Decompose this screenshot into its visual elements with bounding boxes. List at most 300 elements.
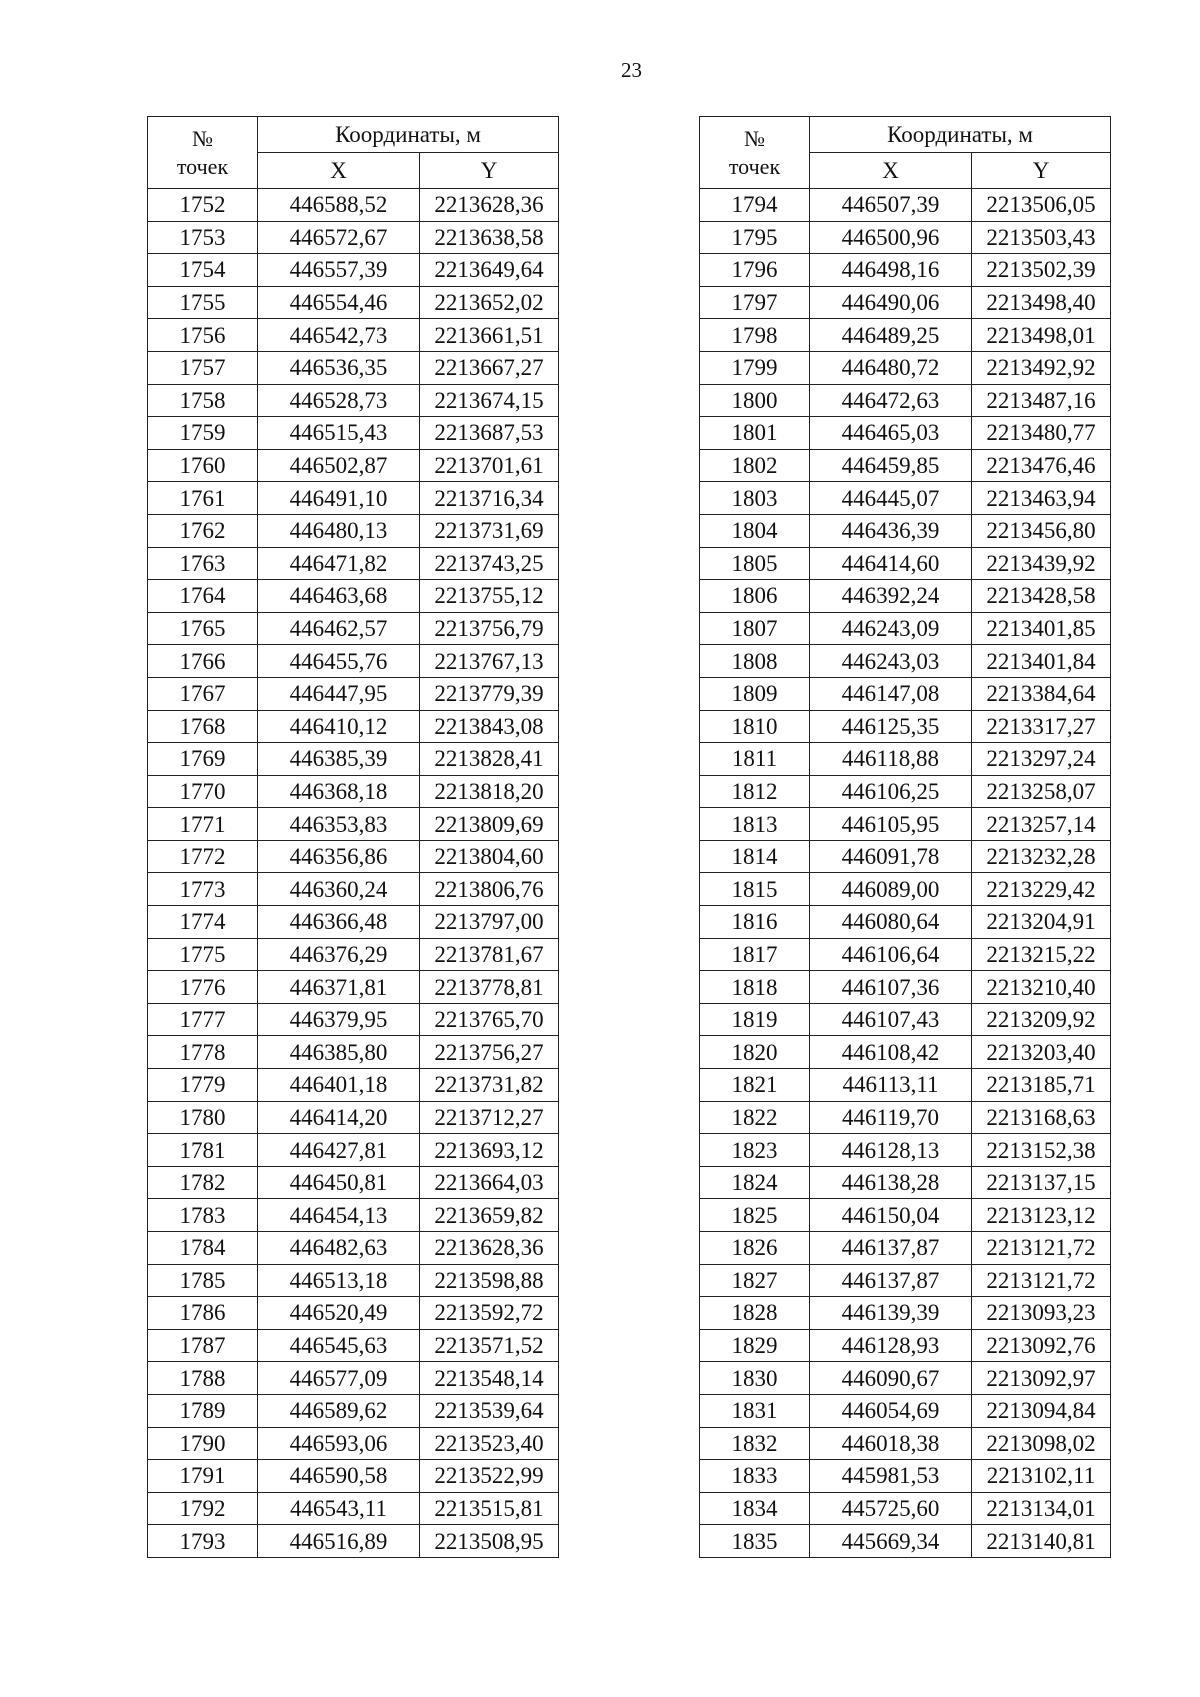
point-number-cell: 1828 [700,1297,810,1330]
table-row [700,1199,1111,1232]
y-coordinate-cell: 2213674,15 [420,384,559,417]
y-coordinate-cell: 2213498,01 [972,319,1111,352]
y-coordinate-cell: 2213476,46 [972,449,1111,482]
point-number-cell: 1780 [148,1101,258,1134]
x-coordinate-cell: 446118,88 [810,743,972,776]
x-coordinate-cell: 446128,13 [810,1134,972,1167]
point-number-cell: 1769 [148,743,258,776]
point-number-cell: 1801 [700,417,810,450]
table-row [700,1394,1111,1427]
x-coordinate-cell: 445981,53 [810,1460,972,1493]
point-number-cell: 1798 [700,319,810,352]
y-coordinate-cell: 2213204,91 [972,906,1111,939]
y-coordinate-cell: 2213185,71 [972,1069,1111,1102]
y-coordinate-cell: 2213203,40 [972,1036,1111,1069]
point-number-cell: 1797 [700,286,810,319]
table-row [148,514,559,547]
table-row [700,482,1111,515]
point-number-cell: 1830 [700,1362,810,1395]
y-coordinate-cell: 2213778,81 [420,971,559,1004]
x-coordinate-cell: 446147,08 [810,677,972,710]
point-number-cell: 1775 [148,938,258,971]
table-row [148,1069,559,1102]
x-coordinate-cell: 446090,67 [810,1362,972,1395]
table-row [700,1264,1111,1297]
y-coordinate-cell: 2213779,39 [420,677,559,710]
point-number-cell: 1781 [148,1134,258,1167]
y-coordinate-cell: 2213797,00 [420,906,559,939]
point-number-cell: 1788 [148,1362,258,1395]
table-row [148,1460,559,1493]
point-number-cell: 1784 [148,1232,258,1265]
y-coordinate-cell: 2213571,52 [420,1329,559,1362]
x-column-header: X [258,153,420,189]
table-row [700,808,1111,841]
y-coordinate-cell: 2213317,27 [972,710,1111,743]
x-coordinate-cell: 446371,81 [258,971,420,1004]
point-number-cell: 1789 [148,1394,258,1427]
x-coordinate-cell: 446536,35 [258,351,420,384]
point-number-cell: 1768 [148,710,258,743]
x-coordinate-cell: 446366,48 [258,906,420,939]
y-coordinate-cell: 2213592,72 [420,1297,559,1330]
y-coordinate-cell: 2213843,08 [420,710,559,743]
x-coordinate-cell: 446450,81 [258,1166,420,1199]
point-number-cell: 1817 [700,938,810,971]
table-row [700,645,1111,678]
y-coordinate-cell: 2213258,07 [972,775,1111,808]
y-coordinate-cell: 2213093,23 [972,1297,1111,1330]
x-coordinate-cell: 446502,87 [258,449,420,482]
table-row [148,189,559,222]
point-number-header [700,117,810,189]
point-number-cell: 1767 [148,677,258,710]
y-coordinate-cell: 2213828,41 [420,743,559,776]
x-column-header: X [810,153,972,189]
table-row [148,1329,559,1362]
point-number-cell: 1805 [700,547,810,580]
table-row [148,938,559,971]
x-coordinate-cell: 446515,43 [258,417,420,450]
number-sign: № [192,126,213,151]
x-coordinate-cell: 446137,87 [810,1264,972,1297]
point-number-cell: 1822 [700,1101,810,1134]
point-number-cell: 1819 [700,1003,810,1036]
table-row [148,1492,559,1525]
point-number-cell: 1829 [700,1329,810,1362]
y-coordinate-cell: 2213232,28 [972,840,1111,873]
table-row [700,1427,1111,1460]
y-coordinate-cell: 2213523,40 [420,1427,559,1460]
y-coordinate-cell: 2213539,64 [420,1394,559,1427]
y-coordinate-cell: 2213522,99 [420,1460,559,1493]
x-coordinate-cell: 446590,58 [258,1460,420,1493]
y-coordinate-cell: 2213701,61 [420,449,559,482]
x-coordinate-cell: 446356,86 [258,840,420,873]
point-number-cell: 1755 [148,286,258,319]
x-coordinate-cell: 446489,25 [810,319,972,352]
x-coordinate-cell: 446385,80 [258,1036,420,1069]
y-coordinate-cell: 2213652,02 [420,286,559,319]
point-number-cell: 1811 [700,743,810,776]
table-row [148,743,559,776]
point-number-cell: 1779 [148,1069,258,1102]
x-coordinate-cell: 446392,24 [810,580,972,613]
table-row [148,808,559,841]
x-coordinate-cell: 446542,73 [258,319,420,352]
point-number-cell: 1766 [148,645,258,678]
x-coordinate-cell: 446472,63 [810,384,972,417]
x-coordinate-cell: 446528,73 [258,384,420,417]
points-label: точек [728,153,781,179]
x-coordinate-cell: 446454,13 [258,1199,420,1232]
table-row [148,1134,559,1167]
point-number-cell: 1757 [148,351,258,384]
y-coordinate-cell: 2213731,82 [420,1069,559,1102]
point-number-cell: 1790 [148,1427,258,1460]
y-coordinate-cell: 2213297,24 [972,743,1111,776]
table-row [148,449,559,482]
table-row [148,775,559,808]
table-row [148,1297,559,1330]
x-coordinate-cell: 446459,85 [810,449,972,482]
y-coordinate-cell: 2213439,92 [972,547,1111,580]
point-number-cell: 1753 [148,221,258,254]
y-coordinate-cell: 2213649,64 [420,254,559,287]
x-coordinate-cell: 446498,16 [810,254,972,287]
table-row [700,1134,1111,1167]
point-number-cell: 1776 [148,971,258,1004]
x-coordinate-cell: 446482,63 [258,1232,420,1265]
table-row [700,319,1111,352]
table-row [148,254,559,287]
y-coordinate-cell: 2213384,64 [972,677,1111,710]
x-coordinate-cell: 446471,82 [258,547,420,580]
y-coordinate-cell: 2213480,77 [972,417,1111,450]
x-coordinate-cell: 446150,04 [810,1199,972,1232]
table-row [700,840,1111,873]
table-row [700,1460,1111,1493]
y-coordinate-cell: 2213628,36 [420,189,559,222]
y-coordinate-cell: 2213659,82 [420,1199,559,1232]
point-number-cell: 1809 [700,677,810,710]
x-coordinate-cell: 446593,06 [258,1427,420,1460]
x-coordinate-cell: 446379,95 [258,1003,420,1036]
y-coordinate-cell: 2213492,92 [972,351,1111,384]
table-row [700,743,1111,776]
x-coordinate-cell: 446089,00 [810,873,972,906]
table-row [700,286,1111,319]
y-coordinate-cell: 2213755,12 [420,580,559,613]
point-number-cell: 1816 [700,906,810,939]
x-coordinate-cell: 446368,18 [258,775,420,808]
y-coordinate-cell: 2213548,14 [420,1362,559,1395]
table-row [700,612,1111,645]
table-row [148,1362,559,1395]
table-row [148,221,559,254]
y-coordinate-cell: 2213094,84 [972,1394,1111,1427]
table-row [148,1036,559,1069]
number-sign: № [744,126,765,151]
table-row [700,775,1111,808]
x-coordinate-cell: 446427,81 [258,1134,420,1167]
point-number-cell: 1807 [700,612,810,645]
point-number-cell: 1756 [148,319,258,352]
y-coordinate-cell: 2213756,27 [420,1036,559,1069]
table-row [700,254,1111,287]
y-coordinate-cell: 2213664,03 [420,1166,559,1199]
point-number-cell: 1794 [700,189,810,222]
y-coordinate-cell: 2213756,79 [420,612,559,645]
table-row [700,1525,1111,1558]
table-row [148,1101,559,1134]
table-row [700,514,1111,547]
table-body [700,189,1111,1558]
x-coordinate-cell: 446463,68 [258,580,420,613]
x-coordinate-cell: 446513,18 [258,1264,420,1297]
y-coordinate-cell: 2213401,84 [972,645,1111,678]
x-coordinate-cell: 446128,93 [810,1329,972,1362]
x-coordinate-cell: 446360,24 [258,873,420,906]
x-coordinate-cell: 445725,60 [810,1492,972,1525]
y-coordinate-cell: 2213712,27 [420,1101,559,1134]
y-coordinate-cell: 2213102,11 [972,1460,1111,1493]
table-row [148,710,559,743]
y-coordinate-cell: 2213209,92 [972,1003,1111,1036]
table-row [148,906,559,939]
x-coordinate-cell: 446500,96 [810,221,972,254]
y-coordinate-cell: 2213818,20 [420,775,559,808]
table-row [148,677,559,710]
point-number-cell: 1761 [148,482,258,515]
point-number-cell: 1834 [700,1492,810,1525]
x-coordinate-cell: 446401,18 [258,1069,420,1102]
y-coordinate-cell: 2213498,40 [972,286,1111,319]
x-coordinate-cell: 446091,78 [810,840,972,873]
y-coordinate-cell: 2213804,60 [420,840,559,873]
y-coordinate-cell: 2213215,22 [972,938,1111,971]
point-number-cell: 1818 [700,971,810,1004]
table-row [700,189,1111,222]
y-coordinate-cell: 2213638,58 [420,221,559,254]
point-number-cell: 1806 [700,580,810,613]
x-coordinate-cell: 446107,36 [810,971,972,1004]
table-row [700,710,1111,743]
point-number-cell: 1773 [148,873,258,906]
table-row [700,1362,1111,1395]
x-coordinate-cell: 446543,11 [258,1492,420,1525]
point-number-cell: 1827 [700,1264,810,1297]
y-coordinate-cell: 2213598,88 [420,1264,559,1297]
x-coordinate-cell: 446447,95 [258,677,420,710]
point-number-cell: 1791 [148,1460,258,1493]
table-row [148,580,559,613]
table-row [700,351,1111,384]
y-coordinate-cell: 2213137,15 [972,1166,1111,1199]
y-coordinate-cell: 2213508,95 [420,1525,559,1558]
y-coordinate-cell: 2213515,81 [420,1492,559,1525]
y-coordinate-cell: 2213098,02 [972,1427,1111,1460]
table-row [700,938,1111,971]
y-coordinate-cell: 2213401,85 [972,612,1111,645]
x-coordinate-cell: 446445,07 [810,482,972,515]
x-coordinate-cell: 446125,35 [810,710,972,743]
table-row [700,580,1111,613]
y-coordinate-cell: 2213781,67 [420,938,559,971]
point-number-cell: 1825 [700,1199,810,1232]
x-coordinate-cell: 446106,64 [810,938,972,971]
table-row [148,1394,559,1427]
x-coordinate-cell: 446516,89 [258,1525,420,1558]
point-number-cell: 1759 [148,417,258,450]
table-row [148,1525,559,1558]
table-row [148,1199,559,1232]
page-number: 23 [621,58,642,82]
y-coordinate-cell: 2213506,05 [972,189,1111,222]
y-coordinate-cell: 2213168,63 [972,1101,1111,1134]
x-coordinate-cell: 446353,83 [258,808,420,841]
x-coordinate-cell: 446105,95 [810,808,972,841]
point-number-cell: 1804 [700,514,810,547]
table-row [700,1069,1111,1102]
x-coordinate-cell: 446554,46 [258,286,420,319]
point-number-cell: 1783 [148,1199,258,1232]
y-coordinate-cell: 2213806,76 [420,873,559,906]
table-row [148,384,559,417]
y-coordinate-cell: 2213123,12 [972,1199,1111,1232]
x-coordinate-cell: 446385,39 [258,743,420,776]
point-number-cell: 1814 [700,840,810,873]
point-number-cell: 1764 [148,580,258,613]
point-number-cell: 1793 [148,1525,258,1558]
table-row [148,840,559,873]
x-coordinate-cell: 446119,70 [810,1101,972,1134]
y-coordinate-cell: 2213767,13 [420,645,559,678]
y-coordinate-cell: 2213210,40 [972,971,1111,1004]
table-row [148,1427,559,1460]
point-number-cell: 1832 [700,1427,810,1460]
x-coordinate-cell: 446018,38 [810,1427,972,1460]
table-row [148,417,559,450]
table-row [700,449,1111,482]
coordinates-table-right [699,116,1111,1558]
point-number-cell: 1813 [700,808,810,841]
x-coordinate-cell: 446545,63 [258,1329,420,1362]
point-number-cell: 1826 [700,1232,810,1265]
table-row [700,1166,1111,1199]
y-column-header: Y [972,153,1111,189]
y-coordinate-cell: 2213428,58 [972,580,1111,613]
x-coordinate-cell: 445669,34 [810,1525,972,1558]
table-row [148,873,559,906]
point-number-cell: 1796 [700,254,810,287]
y-coordinate-cell: 2213229,42 [972,873,1111,906]
coordinates-table-left [147,116,559,1558]
x-coordinate-cell: 446113,11 [810,1069,972,1102]
x-coordinate-cell: 446410,12 [258,710,420,743]
coordinates-header: Координаты, м [258,117,559,153]
x-coordinate-cell: 446376,29 [258,938,420,971]
point-number-cell: 1782 [148,1166,258,1199]
point-number-cell: 1808 [700,645,810,678]
table-row [700,1101,1111,1134]
point-number-cell: 1800 [700,384,810,417]
y-coordinate-cell: 2213502,39 [972,254,1111,287]
x-coordinate-cell: 446080,64 [810,906,972,939]
table-row [148,482,559,515]
x-coordinate-cell: 446054,69 [810,1394,972,1427]
x-coordinate-cell: 446577,09 [258,1362,420,1395]
point-number-cell: 1792 [148,1492,258,1525]
table-row [700,1003,1111,1036]
table-row [700,384,1111,417]
table-row [700,1492,1111,1525]
point-number-cell: 1762 [148,514,258,547]
y-coordinate-cell: 2213667,27 [420,351,559,384]
point-number-cell: 1760 [148,449,258,482]
table-row [700,417,1111,450]
table-row [148,547,559,580]
table-row [148,286,559,319]
y-coordinate-cell: 2213661,51 [420,319,559,352]
point-number-cell: 1763 [148,547,258,580]
point-number-cell: 1803 [700,482,810,515]
point-number-cell: 1774 [148,906,258,939]
table-row [700,547,1111,580]
y-coordinate-cell: 2213092,97 [972,1362,1111,1395]
x-coordinate-cell: 446465,03 [810,417,972,450]
y-coordinate-cell: 2213809,69 [420,808,559,841]
point-number-cell: 1765 [148,612,258,645]
table-row [148,1003,559,1036]
point-number-cell: 1754 [148,254,258,287]
x-coordinate-cell: 446138,28 [810,1166,972,1199]
point-number-cell: 1823 [700,1134,810,1167]
table-row [148,645,559,678]
y-coordinate-cell: 2213487,16 [972,384,1111,417]
y-coordinate-cell: 2213693,12 [420,1134,559,1167]
x-coordinate-cell: 446557,39 [258,254,420,287]
y-coordinate-cell: 2213140,81 [972,1525,1111,1558]
x-coordinate-cell: 446491,10 [258,482,420,515]
point-number-cell: 1758 [148,384,258,417]
table-body [148,189,559,1558]
table-row [700,873,1111,906]
x-coordinate-cell: 446462,57 [258,612,420,645]
points-label: точек [176,153,229,179]
y-coordinate-cell: 2213687,53 [420,417,559,450]
table-row [700,906,1111,939]
table-row [148,351,559,384]
table-row [700,1232,1111,1265]
x-coordinate-cell: 446490,06 [810,286,972,319]
table-row [700,1329,1111,1362]
point-number-cell: 1795 [700,221,810,254]
y-coordinate-cell: 2213456,80 [972,514,1111,547]
y-column-header: Y [420,153,559,189]
point-number-cell: 1812 [700,775,810,808]
y-coordinate-cell: 2213716,34 [420,482,559,515]
x-coordinate-cell: 446588,52 [258,189,420,222]
table-row [148,1232,559,1265]
point-number-cell: 1835 [700,1525,810,1558]
point-number-cell: 1824 [700,1166,810,1199]
coordinates-header: Координаты, м [810,117,1111,153]
y-coordinate-cell: 2213743,25 [420,547,559,580]
y-coordinate-cell: 2213463,94 [972,482,1111,515]
y-coordinate-cell: 2213121,72 [972,1264,1111,1297]
x-coordinate-cell: 446108,42 [810,1036,972,1069]
